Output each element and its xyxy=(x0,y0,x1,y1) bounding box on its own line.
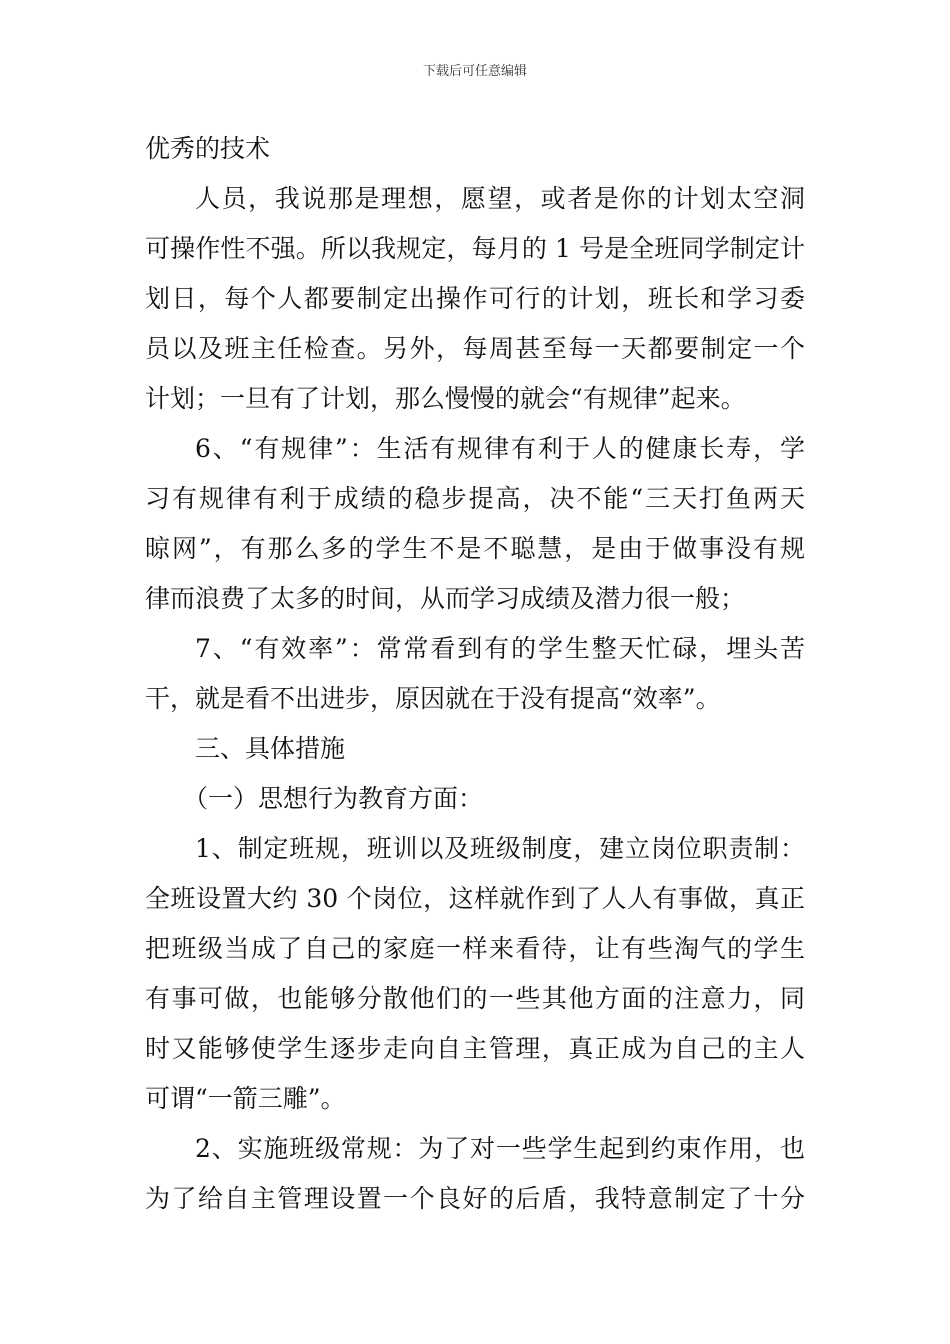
text-line: 2、实施班级常规：为了对一些学生起到约束作用，也 xyxy=(195,1134,805,1163)
text-line: 6、“有规律”：生活有规律有利于人的健康长寿，学 xyxy=(195,434,805,463)
text-line: 晾网”，有那么多的学生不是不聪慧，是由于做事没有规 xyxy=(145,534,805,563)
text-line: 可操作性不强。所以我规定，每月的 1 号是全班同学制定计 xyxy=(145,234,805,263)
section-heading: 三、具体措施 xyxy=(195,734,346,763)
text-line: 干，就是看不出进步，原因就在于没有提高“效率”。 xyxy=(145,684,721,713)
text-line: 划日，每个人都要制定出操作可行的计划，班长和学习委 xyxy=(145,284,805,313)
text-line: 可谓“一箭三雕”。 xyxy=(145,1084,346,1113)
text-line: 全班设置大约 30 个岗位，这样就作到了人人有事做，真正 xyxy=(145,884,805,913)
text-line: 时又能够使学生逐步走向自主管理，真正成为自己的主人 xyxy=(145,1034,805,1063)
text-line: 习有规律有利于成绩的稳步提高，决不能“三天打鱼两天 xyxy=(145,484,805,513)
text-line: 员以及班主任检查。另外，每周甚至每一天都要制定一个 xyxy=(145,334,805,363)
text-line: 1、制定班规，班训以及班级制度，建立岗位职责制： xyxy=(195,834,805,863)
text-line: 为了给自主管理设置一个良好的后盾，我特意制定了十分 xyxy=(145,1184,805,1213)
text-line: 有事可做，也能够分散他们的一些其他方面的注意力，同 xyxy=(145,984,805,1013)
text-line: 7、“有效率”：常常看到有的学生整天忙碌，埋头苦 xyxy=(195,634,805,663)
page-header: 下载后可任意编辑 xyxy=(422,64,527,79)
text-line: 计划；一旦有了计划，那么慢慢的就会“有规律”起来。 xyxy=(145,384,746,413)
text-line: 把班级当成了自己的家庭一样来看待，让有些淘气的学生 xyxy=(145,934,805,963)
subsection-heading: （一）思想行为教育方面： xyxy=(183,784,484,813)
text-line: 人员，我说那是理想，愿望，或者是你的计划太空洞 xyxy=(195,184,805,213)
text-line: 律而浪费了太多的时间，从而学习成绩及潜力很一般； xyxy=(145,584,746,613)
text-line: 优秀的技术 xyxy=(145,134,271,163)
